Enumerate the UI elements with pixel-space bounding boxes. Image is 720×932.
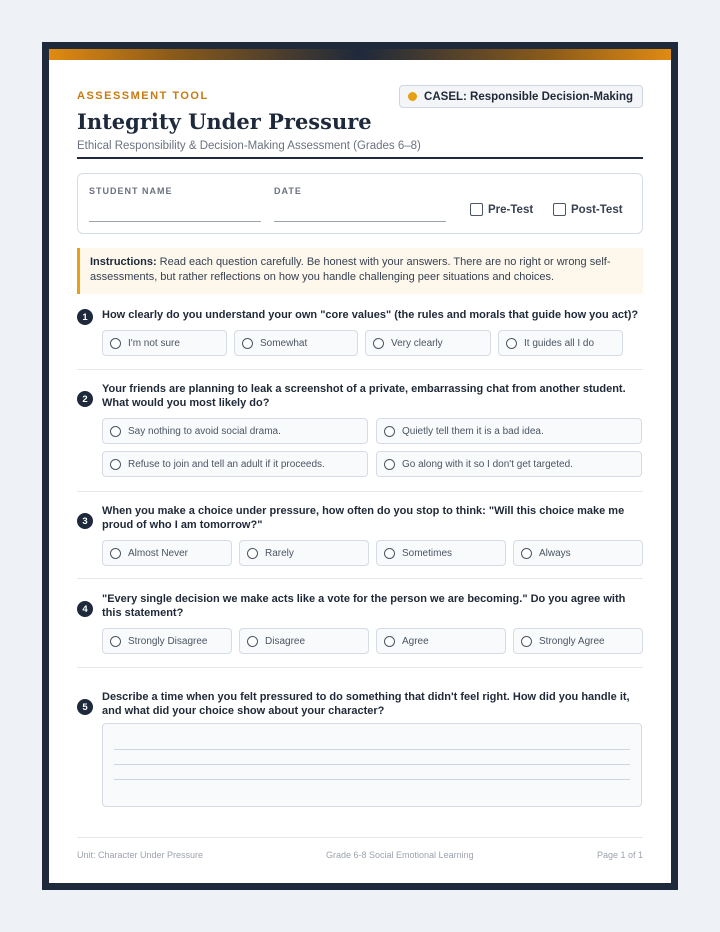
header <box>77 78 643 159</box>
post-test-checkbox[interactable] <box>553 203 623 216</box>
post-test-label: Post-Test <box>571 203 623 216</box>
option-label: Quietly tell them it is a bad idea. <box>402 425 544 437</box>
radio-icon <box>110 338 121 349</box>
option-label: Say nothing to avoid social drama. <box>128 425 281 437</box>
question-5 <box>77 690 643 810</box>
question-number: 3 <box>77 513 93 529</box>
date-field[interactable] <box>274 221 446 222</box>
question-text: Your friends are planning to leak a screenshot of a private, embarrassing chat from another student. What would you most likely do? <box>102 383 626 409</box>
option-radio[interactable] <box>498 330 623 356</box>
question-number: 5 <box>77 699 93 715</box>
divider <box>77 578 643 579</box>
question-1 <box>77 308 643 360</box>
page-title: Integrity Under Pressure <box>77 109 372 134</box>
question-3 <box>77 504 643 569</box>
option-radio[interactable] <box>239 628 369 654</box>
option-radio[interactable] <box>513 540 643 566</box>
option-radio[interactable] <box>102 628 232 654</box>
radio-icon <box>247 636 258 647</box>
option-label: I'm not sure <box>128 337 180 349</box>
pre-test-checkbox[interactable] <box>470 203 533 216</box>
checkbox-icon <box>470 203 483 216</box>
instructions-label: Instructions: <box>90 256 157 268</box>
option-label: Almost Never <box>128 547 189 559</box>
student-name-field[interactable] <box>89 221 261 222</box>
option-radio[interactable] <box>234 330 358 356</box>
option-radio[interactable] <box>376 451 642 477</box>
worksheet <box>49 49 671 883</box>
option-radio[interactable] <box>376 540 506 566</box>
question-text: When you make a choice under pressure, how often do you stop to think: "Will this choice make me proud of who I am tomorrow?" <box>102 505 625 531</box>
radio-icon <box>110 636 121 647</box>
option-label: Refuse to join and tell an adult if it proceeds. <box>128 458 325 470</box>
eyebrow: ASSESSMENT TOOL <box>77 90 209 102</box>
question-number: 4 <box>77 601 93 617</box>
option-label: Somewhat <box>260 337 308 349</box>
question-text: "Every single decision we make acts like a vote for the person we are becoming." Do you agree with this statement? <box>102 593 626 619</box>
writing-line <box>114 779 630 780</box>
divider <box>77 369 643 370</box>
option-radio[interactable] <box>376 418 642 444</box>
question-text: How clearly do you understand your own "core values" (the rules and morals that guide how you act)? <box>102 309 639 321</box>
divider <box>77 491 643 492</box>
accent-bar <box>49 49 671 60</box>
question-2 <box>77 382 643 488</box>
option-radio[interactable] <box>102 451 368 477</box>
badge-dot-icon <box>408 92 417 101</box>
footer-page: Page 1 of 1 <box>596 850 643 860</box>
footer-course: Grade 6-8 Social Emotional Learning <box>326 850 474 860</box>
question-number: 2 <box>77 391 93 407</box>
radio-icon <box>247 548 258 559</box>
option-radio[interactable] <box>513 628 643 654</box>
option-label: Strongly Agree <box>539 635 605 647</box>
student-info-box <box>77 173 643 234</box>
writing-line <box>114 749 630 750</box>
casel-badge-label: CASEL: Responsible Decision-Making <box>424 90 633 103</box>
option-label: It guides all I do <box>524 337 595 349</box>
radio-icon <box>110 426 121 437</box>
option-radio[interactable] <box>102 418 368 444</box>
radio-icon <box>110 548 121 559</box>
option-label: Rarely <box>265 547 294 559</box>
radio-icon <box>521 548 532 559</box>
radio-icon <box>384 459 395 470</box>
radio-icon <box>384 636 395 647</box>
footer <box>77 837 643 865</box>
radio-icon <box>384 426 395 437</box>
option-label: Always <box>539 547 571 559</box>
question-4 <box>77 592 643 657</box>
written-response-area[interactable] <box>102 723 642 807</box>
radio-icon <box>373 338 384 349</box>
question-number: 1 <box>77 309 93 325</box>
option-radio[interactable] <box>102 330 227 356</box>
casel-badge <box>399 85 643 108</box>
option-label: Sometimes <box>402 547 453 559</box>
option-label: Strongly Disagree <box>128 635 208 647</box>
divider <box>77 667 643 668</box>
instructions <box>77 248 643 294</box>
radio-icon <box>242 338 253 349</box>
writing-line <box>114 764 630 765</box>
option-label: Very clearly <box>391 337 443 349</box>
radio-icon <box>110 459 121 470</box>
student-name-label: STUDENT NAME <box>89 186 173 196</box>
radio-icon <box>384 548 395 559</box>
date-label: DATE <box>274 186 302 196</box>
radio-icon <box>521 636 532 647</box>
page-frame <box>42 42 678 890</box>
option-radio[interactable] <box>239 540 369 566</box>
page-subtitle: Ethical Responsibility & Decision-Making Assessment (Grades 6–8) <box>77 140 421 152</box>
checkbox-icon <box>553 203 566 216</box>
pre-test-label: Pre-Test <box>488 203 534 216</box>
option-label: Go along with it so I don't get targeted. <box>402 458 573 470</box>
radio-icon <box>506 338 517 349</box>
question-text: Describe a time when you felt pressured to do something that didn't feel right. How did you handle it, and what did your choice show about your character? <box>102 691 630 717</box>
option-radio[interactable] <box>365 330 491 356</box>
instructions-text: Read each question carefully. Be honest with your answers. There are no right or wrong self-assessments, but rather reflections on how you handle challenging peer situations and choices. <box>90 256 611 283</box>
option-label: Disagree <box>265 635 306 647</box>
footer-unit: Unit: Character Under Pressure <box>77 850 204 860</box>
option-radio[interactable] <box>102 540 232 566</box>
option-label: Agree <box>402 635 429 647</box>
option-radio[interactable] <box>376 628 506 654</box>
